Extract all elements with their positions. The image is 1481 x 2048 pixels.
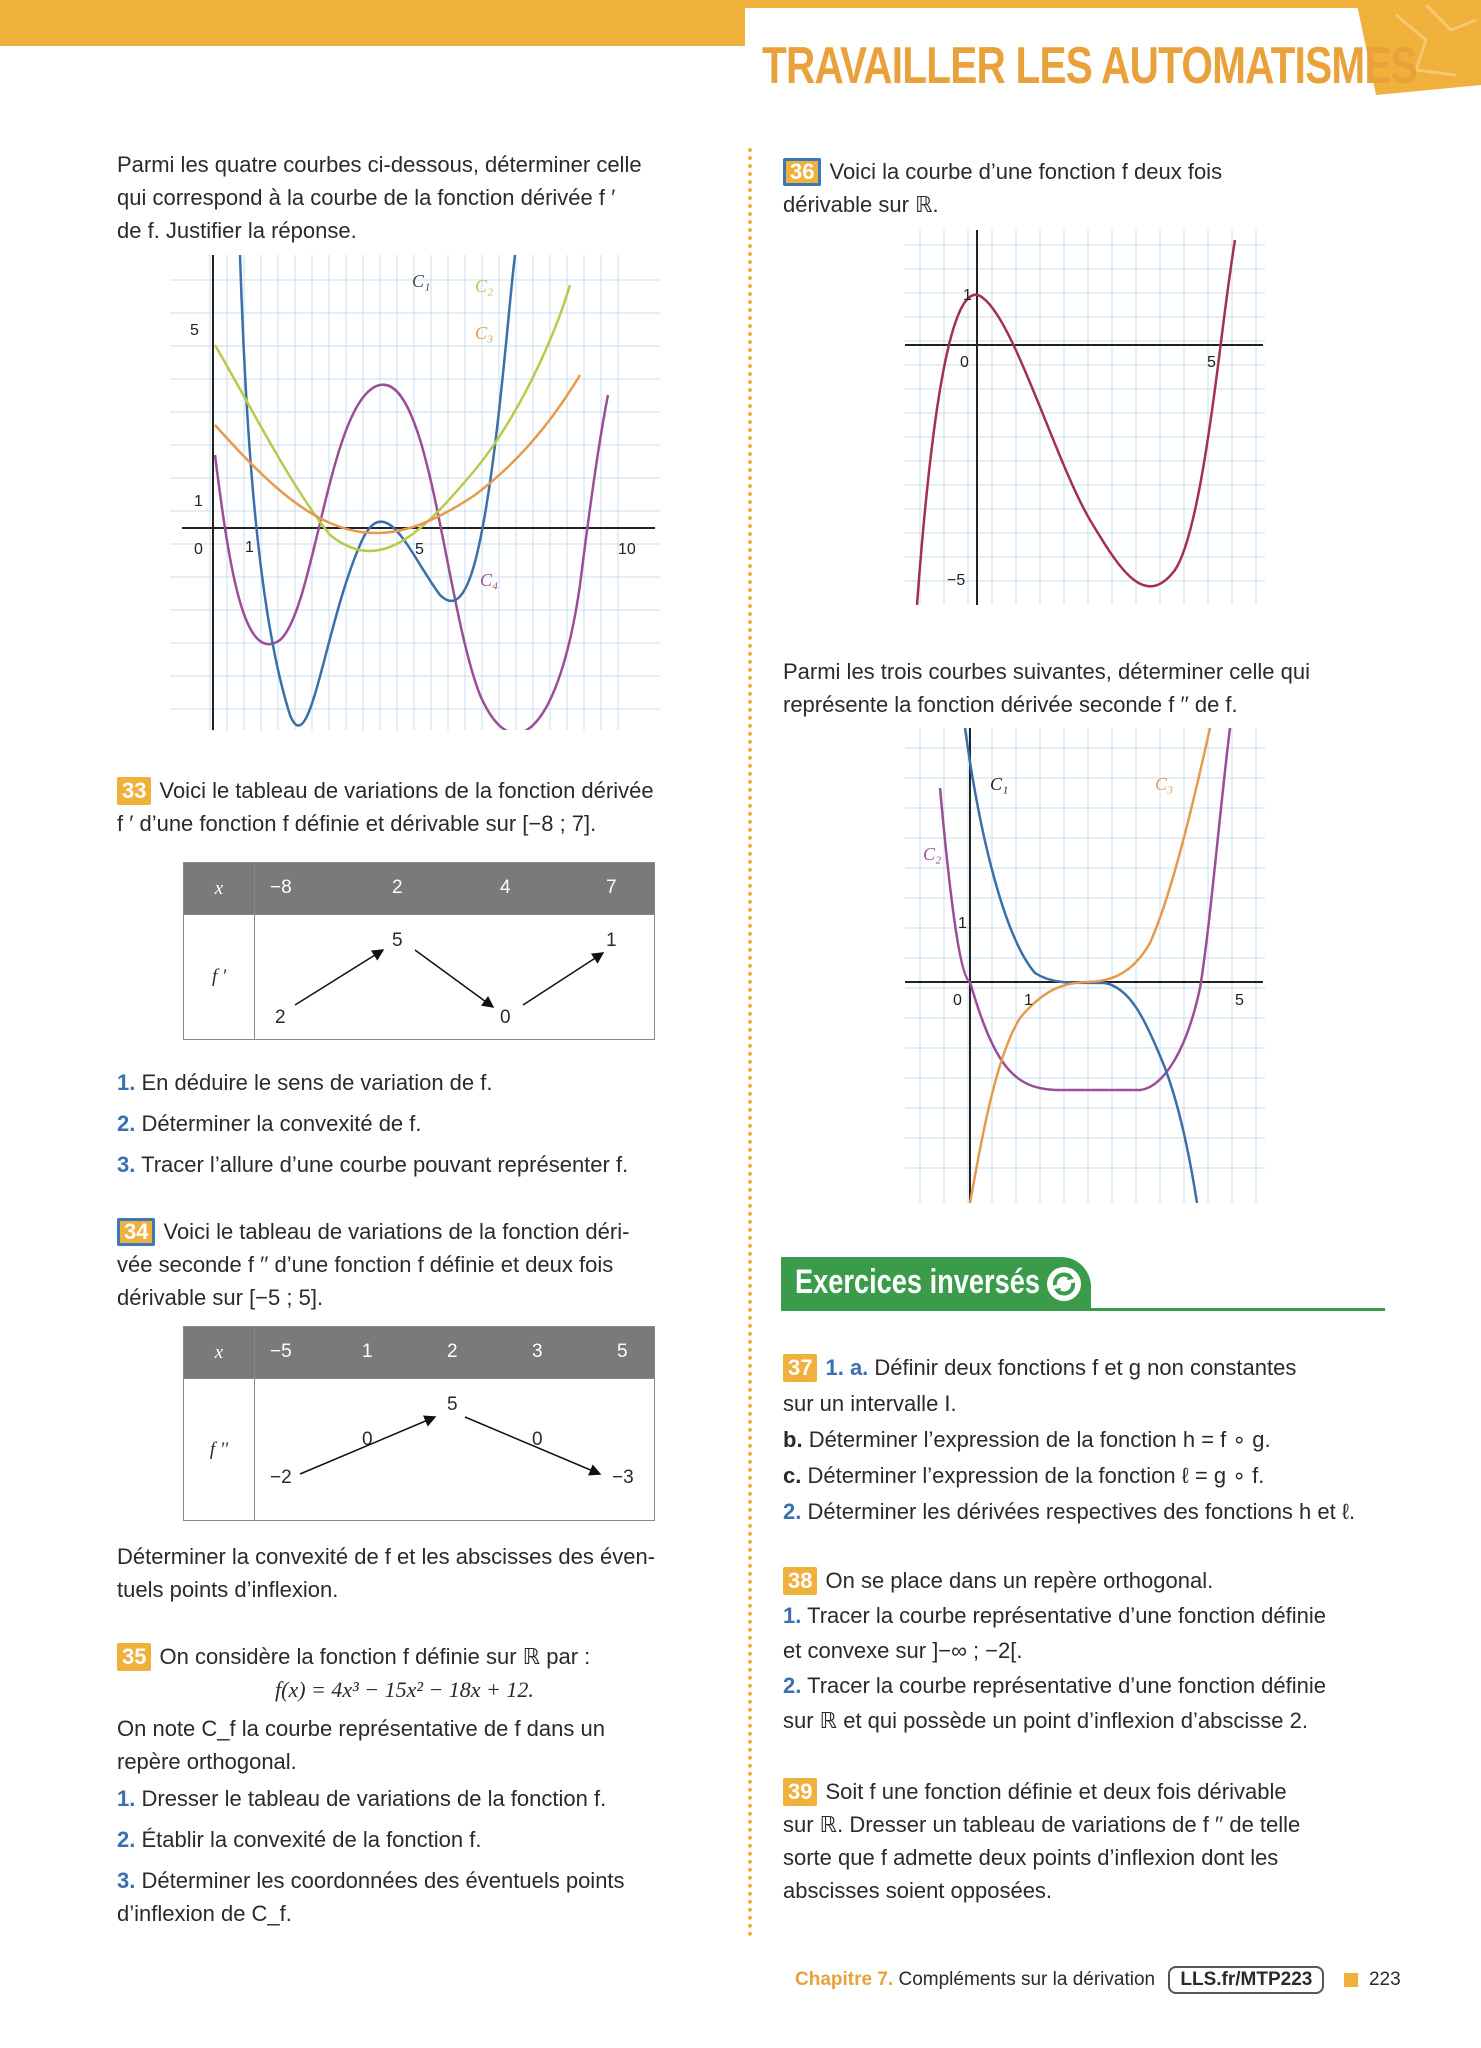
footer-square [1344,1973,1358,1987]
ex33-row-label: f ' [184,915,255,1040]
ex33-v1: 5 [392,930,403,951]
label-c1: C₁ [412,271,431,291]
ex38-q2b: sur ℝ et qui possède un point d’inflexion d’abscisse 2. [783,1708,1308,1733]
ex35-q2: Établir la convexité de la fonction f. [141,1827,482,1852]
ex37-q2: Déterminer les dérivées respectives des fonctions h et ℓ. [807,1499,1356,1524]
ex39-line4: abscisses soient opposées. [783,1878,1053,1903]
ex36-line2: dérivable sur ℝ. [783,192,939,217]
ex33-q3-num: 3. [117,1152,136,1177]
ex36-text [783,155,1222,221]
ex34-v1: 0 [362,1429,373,1450]
ex35-line1: On considère la fonction f définie sur ℝ par : [159,1644,591,1669]
ex34-x0: −5 [270,1341,292,1362]
graph-function-f [905,230,1265,605]
ex35-text [117,1640,625,1930]
ex38-text [783,1563,1326,1738]
page-title: TRAVAILLER LES AUTOMATISMES [762,37,1417,95]
ex39-text [783,1775,1300,1907]
ex36-mid2: représente la fonction dérivée seconde f ′′ de f. [783,692,1238,717]
ex39-line2: sur ℝ. Dresser un tableau de variations de f ′′ de telle [783,1812,1301,1837]
tick-x10: 10 [618,541,636,558]
ex33-line2: f ′ d’une fonction f définie et dérivable sur [−8 ; 7]. [117,811,597,836]
ex33-x3: 7 [606,877,617,898]
ex38-q2-num: 2. [783,1673,802,1698]
ex34-line2: vée seconde f ′′ d’une fonction f définie et deux fois [117,1252,614,1277]
ex33-number: 33 [117,777,151,805]
ex33-questions [117,1062,628,1185]
ex33-variation-table [183,862,655,1040]
tick-x1: 1 [245,539,254,556]
ex33-arrows [255,915,655,1039]
section-title: Exercices inversés [795,1263,1040,1301]
ex38-q2: Tracer la courbe représentative d’une fonction définie [807,1673,1327,1698]
ex36-mid1: Parmi les trois courbes suivantes, déterminer celle qui [783,659,1311,684]
ex35-q2-num: 2. [117,1827,136,1852]
label-c3: C₃ [1155,774,1174,794]
ex35-q1-num: 1. [117,1786,136,1811]
label-c4: C₄ [480,570,499,590]
ex39-number: 39 [783,1778,817,1806]
ex35-line3: repère orthogonal. [117,1749,297,1774]
tick-x5: 5 [415,541,424,558]
ex37-q1a: Définir deux fonctions f et g non constantes [874,1355,1297,1380]
label-c1: C₁ [990,774,1009,794]
ex33-v0: 2 [275,1007,286,1028]
ex34-text [117,1215,629,1314]
ex38-q1b: et convexe sur ]−∞ ; −2[. [783,1638,1023,1663]
ex39-line1: Soit f une fonction définie et deux fois dérivable [825,1779,1287,1804]
ex33-q3: Tracer l’allure d’une courbe pouvant représenter f. [141,1152,629,1177]
tick-ym5: −5 [947,572,966,589]
label-c2: C₂ [923,844,942,864]
ex34-after2: tuels points d’inflexion. [117,1577,339,1602]
ex33-x1: 2 [392,877,403,898]
ex34-x1: 1 [362,1341,373,1362]
ex32-text [117,148,642,247]
page-number: 223 [1368,1969,1401,1990]
ex34-after1: Déterminer la convexité de f et les abscisses des éven- [117,1544,656,1569]
ex33-x-label: x [184,863,255,915]
ex38-q1-num: 1. [783,1603,802,1628]
footer-link[interactable]: LLS.fr/MTP223 [1168,1966,1324,1994]
page-footer [795,1966,1401,1994]
section-exercices-inverses [781,1257,1091,1310]
ex37-number: 37 [783,1354,817,1382]
ex37-q2-num: 2. [783,1499,802,1524]
label-c3: C₃ [475,323,494,343]
ex32-line2: qui correspond à la courbe de la fonction dérivée f ′ [117,185,616,210]
ex34-x3: 3 [532,1341,543,1362]
ex37-q1c: Déterminer l’expression de la fonction ℓ = g ∘ f. [807,1463,1265,1488]
tick-x5: 5 [1207,354,1216,371]
ex32-line1: Parmi les quatre courbes ci-dessous, déterminer celle [117,152,642,177]
curve-c2 [940,728,1230,1090]
ex34-x4: 5 [617,1341,628,1362]
ex37-q1b: Déterminer l’expression de la fonction h = f ∘ g. [808,1427,1271,1452]
ex35-q3b: d’inflexion de C_f. [117,1901,292,1926]
ex33-text [117,774,654,840]
ex35-q3-num: 3. [117,1868,136,1893]
ex33-q1: En déduire le sens de variation de f. [141,1070,493,1095]
label-c2: C₂ [475,276,494,296]
tick-x0: 0 [960,354,969,371]
ex33-v2: 0 [500,1007,511,1028]
ex37-q1c-num: c. [783,1463,802,1488]
ex34-v2: 5 [447,1394,458,1415]
header-bar [0,0,745,46]
section-underline [781,1308,1385,1311]
curve-c4 [215,385,608,730]
ex34-v4: −3 [612,1467,634,1488]
ex32-line3: de f. Justifier la réponse. [117,218,357,243]
footer-title: Compléments sur la dérivation [898,1969,1156,1990]
tick-x0: 0 [194,541,203,558]
ex38-q1: Tracer la courbe représentative d’une fonction définie [807,1603,1327,1628]
tick-y1: 1 [958,915,967,932]
graph-four-curves [170,255,660,730]
ex34-line3: dérivable sur [−5 ; 5]. [117,1285,324,1310]
ex38-number: 38 [783,1567,817,1595]
ex33-x2: 4 [500,877,511,898]
ex33-line1: Voici le tableau de variations de la fonction dérivée [159,778,654,803]
ex37-q1b-num: b. [783,1427,803,1452]
tick-y1: 1 [963,287,972,304]
ex34-x-label: x [184,1327,255,1379]
ex35-formula: f(x) = 4x³ − 15x² − 18x + 12. [275,1677,534,1702]
tick-y1: 1 [194,493,203,510]
ex33-q2-num: 2. [117,1111,136,1136]
ex39-line3: sorte que f admette deux points d’inflexion dont les [783,1845,1279,1870]
curve-c1 [965,728,1197,1203]
ex38-line1: On se place dans un repère orthogonal. [825,1568,1214,1593]
ex33-q2: Déterminer la convexité de f. [141,1111,422,1136]
column-divider [748,148,752,1938]
tick-x0: 0 [953,992,962,1009]
ex35-line2: On note C_f la courbe représentative de f dans un [117,1716,605,1741]
refresh-icon [1045,1265,1083,1303]
ex35-q1: Dresser le tableau de variations de la fonction f. [141,1786,607,1811]
ex34-arrows [255,1379,655,1519]
tick-x5: 5 [1235,992,1244,1009]
header-bar-thin [745,0,1385,8]
ex37-q1a2: sur un intervalle I. [783,1391,957,1416]
ex34-line1: Voici le tableau de variations de la fonction déri- [163,1219,630,1244]
ex33-v3: 1 [606,930,617,951]
ex34-v3: 0 [532,1429,543,1450]
ex34-number: 34 [117,1218,155,1246]
curve-c3 [970,728,1210,1203]
ex34-variation-table [183,1326,655,1521]
ex34-after [117,1540,655,1606]
ex37-q1a-num: 1. a. [825,1355,869,1380]
ex34-v0: −2 [270,1467,292,1488]
ex36-number: 36 [783,158,821,186]
ex36-mid [783,655,1310,721]
ex33-x0: −8 [270,877,292,898]
ex35-q3: Déterminer les coordonnées des éventuels points [141,1868,625,1893]
ex34-row-label: f '' [184,1379,255,1521]
ex33-q1-num: 1. [117,1070,136,1095]
ex35-number: 35 [117,1643,151,1671]
tick-y5: 5 [190,322,199,339]
footer-chapter: Chapitre 7. [795,1969,894,1990]
ex34-x2: 2 [447,1341,458,1362]
tick-x1: 1 [1024,992,1033,1009]
ex36-line1: Voici la courbe d’une fonction f deux fois [829,159,1223,184]
ex37-text [783,1350,1355,1530]
graph-three-curves [905,728,1265,1203]
